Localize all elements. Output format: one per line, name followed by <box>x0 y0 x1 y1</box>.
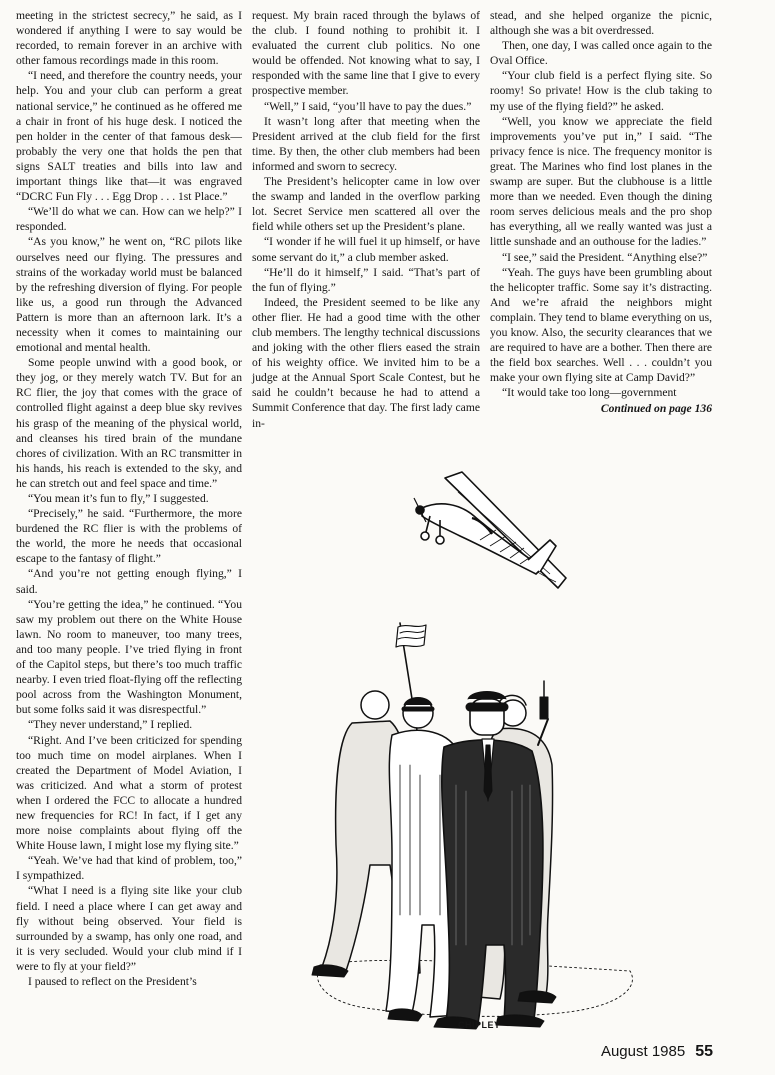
paragraph: It wasn’t long after that meeting when the President arrived at the club field for the first time. By then, the other club members had been informed and sworn to secrecy. <box>252 114 480 173</box>
airplane-illustration <box>400 470 580 600</box>
paragraph: Then, one day, I was called once again to the Oval Office. <box>490 39 712 68</box>
paragraph: “They never understand,” I replied. <box>28 718 193 732</box>
paragraph: “Well,” I said, “you’ll have to pay the dues.” <box>264 99 472 113</box>
paragraph: “Precisely,” he said. “Furthermore, the more burdened the RC flier is with the problems of the world, the more he needs that occasional escape to the fantasy of flight.” <box>16 507 242 566</box>
paragraph: “He’ll do it himself,” I said. “That’s part of the fun of flying.” <box>252 265 480 294</box>
paragraph: “It would take too long—government <box>502 386 677 400</box>
page-number: 55 <box>695 1043 713 1060</box>
issue-date: August 1985 <box>600 1043 686 1060</box>
paragraph: “Your club field is a perfect flying site. So roomy! So private! How is the club taking to my use of the flying field?” he asked. <box>490 69 712 113</box>
paragraph: “Yeah. We’ve had that kind of problem, too,” I sympathized. <box>16 854 242 883</box>
paragraph: I paused to reflect on the President’s <box>28 975 197 988</box>
paragraph: “I need, and therefore the country needs, your help. You and your club can perform a great national service,” he continued as he offered me a chair in front of his huge desk. I noticed the pen holder in the center of that famous desk—probably the very one that holds the pen that signs SALT treaties and bills into law and important things like that—it was engraved “DCRC Fun Fly . . . Egg Drop . . . 1st Place.” <box>16 69 242 204</box>
article-column-3 <box>490 8 712 417</box>
paragraph: request. My brain raced through the bylaws of the club. I found nothing to prohibit it. I evaluated the current club politics. No one would be offended. Not knowing what to say, I responded with the same line that I give to every prospective member. <box>252 9 480 98</box>
paragraph: Some people unwind with a good book, or they jog, or they merely watch TV. But for an RC flier, the joy that comes with the grace of controlled flight against a deep blue sky revives his grasp of the meaning of the physical world, and cleanses his tired brain of the mundane chores of civilization. With an RC transmitter in his hands, his reach is extended to the sky, and he can stretch out and feel space and time.” <box>16 356 242 490</box>
paragraph: “I see,” said the President. “Anything else?” <box>502 250 708 264</box>
page-footer <box>601 1043 713 1061</box>
paragraph: “And you’re not getting enough flying,” I said. <box>16 567 242 596</box>
paragraph: meeting in the strictest secrecy,” he said, as I wondered if anything I were to say would be recorded, to remain forever in an archive with other famous recordings made in this room. <box>16 9 242 68</box>
paragraph: Indeed, the President seemed to be like any other flier. He had a good time with the other club members. The lengthy technical discussions and joking with the other fliers eased the strain of his weighty office. We invited him to be a judge at the Annual Sport Scale Contest, but he said he couldn’t because he had to attend a Summit Conference that day. The first lady came in- <box>252 295 480 430</box>
paragraph: “Yeah. The guys have been grumbling about the helicopter traffic. Some say it’s distracting. And we’re afraid the neighbors might complain. They tend to blame everything on us, you know. Also, the security clearances that we are required to have are a bother. Then there are the field box searches. Well . . . couldn’t you make your own flying site at Camp David?” <box>490 265 712 385</box>
paragraph: “You mean it’s fun to fly,” I suggested. <box>28 492 209 505</box>
paragraph: “We’ll do what we can. How can we help?” I responded. <box>16 205 242 234</box>
paragraph: “As you know,” he went on, “RC pilots like ourselves need our flying. The pressures and strains of the workaday world must be balanced by the refreshing diversion of flying. For people like us, a good run through the Advanced Pattern is more than an afternoon lark. It’s a necessity when it comes to maintaining our emotional and mental health. <box>16 235 242 355</box>
article-column-2 <box>252 8 480 431</box>
paragraph: stead, and she helped organize the picnic, although she was a bit overdressed. <box>490 9 712 38</box>
paragraph: “I wonder if he will fuel it up himself, or have some servant do it,” a club member asked. <box>252 235 480 264</box>
continued-note: Continued on page 136 <box>600 402 712 416</box>
paragraph: “Right. And I’ve been criticized for spending too much time on model airplanes. When I created the Department of Model Aviation, I was criticized. And what a storm of protest when I ordered the FCC to allocate a hundred new frequencies for RC! In fact, if I get any more noise complaints about flying off the White House lawn, I might lose my flying site.” <box>16 733 242 853</box>
paragraph: “What I need is a flying site like your club field. I need a place where I can get away and fly without being observed. Your field is surrounded by a swamp, has only one road, and it is very secluded. Would your club mind if I were to fly at your field?” <box>16 884 242 973</box>
article-column-1 <box>16 8 242 989</box>
paragraph: The President’s helicopter came in low over the swamp and landed in the overflow parking lot. Secret Service men scattered all over the field while others set up the President’s plane. <box>252 175 480 234</box>
illustrator-signature: CHIPLEY <box>458 1020 501 1030</box>
paragraph: “You’re getting the idea,” he continued. “You saw my problem out there on the White House lawn. No room to maneuver, too many trees, and too many people. I’ve tried flying in front of the Capitol steps, but there’s too much traffic nearby. I even tried float-flying off the reflecting pool across from the Washington Monument, but some folks said it was disrespectful.” <box>16 597 242 717</box>
secret-service-men-illustration <box>300 615 660 1030</box>
paragraph: “Well, you know we appreciate the field improvements you’ve put in,” I said. “The privacy fence is nice. The frequency monitor is great. The Marines who find lost planes in the swamp are super. But the clubhouse is a little more than we needed. Even though the dining room serves delicious meals and the pro shop has everything, all we really wanted was just a little sunshade and an outhouse for the ladies.” <box>490 114 712 249</box>
